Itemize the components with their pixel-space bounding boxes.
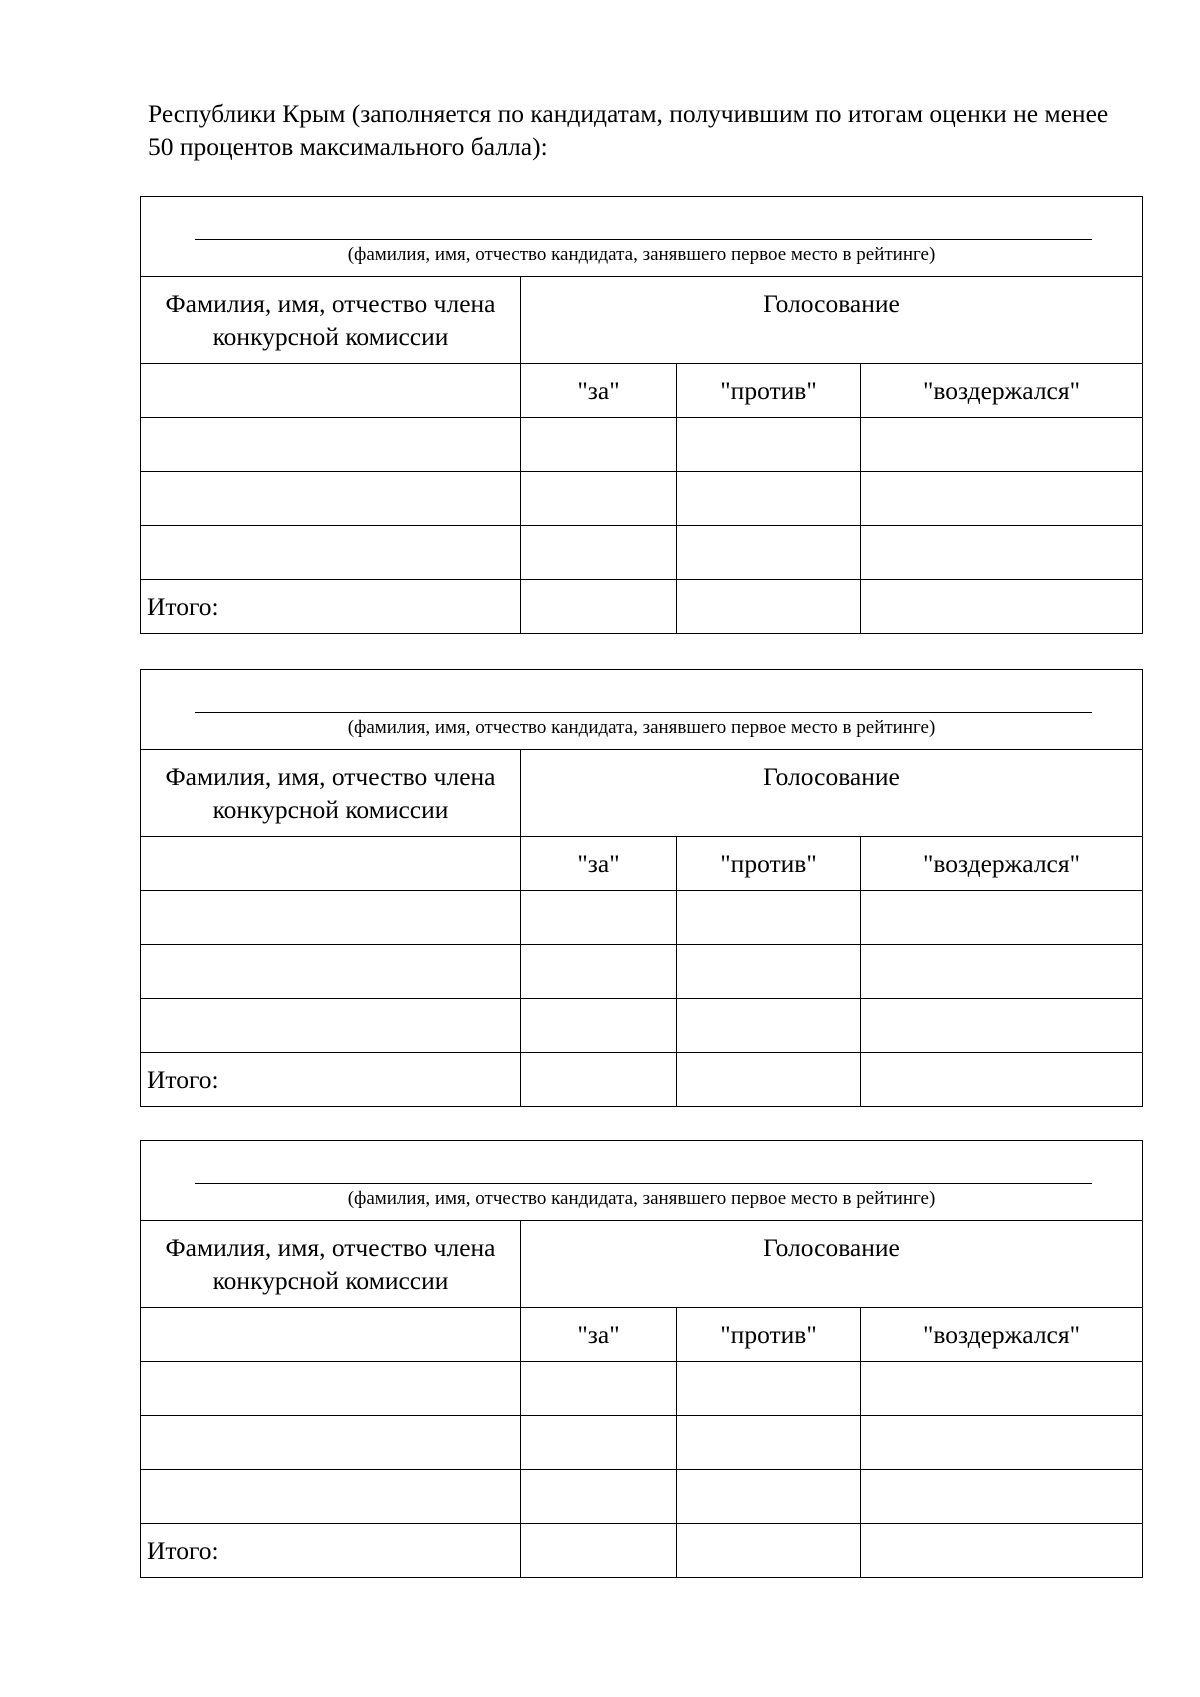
vote-for-cell[interactable] — [521, 418, 677, 472]
total-abstain-cell[interactable] — [861, 1524, 1143, 1578]
member-name-cell[interactable] — [141, 1416, 521, 1470]
vote-abstain-cell[interactable] — [861, 526, 1143, 580]
total-for-cell[interactable] — [521, 1524, 677, 1578]
member-column-header: Фамилия, имя, отчество члена конкурсной комиссии — [141, 277, 521, 364]
voting-column-header: Голосование — [521, 750, 1143, 837]
total-label: Итого: — [141, 1053, 521, 1107]
vote-abstain-cell[interactable] — [861, 1470, 1143, 1524]
vote-for-cell[interactable] — [521, 1416, 677, 1470]
table-row — [141, 945, 1143, 999]
intro-paragraph: Республики Крым (заполняется по кандидатам, получившим по итогам оценки не менее 50 процентов максимального балла): — [148, 99, 1109, 161]
vote-abstain-cell[interactable] — [861, 999, 1143, 1053]
candidate-name-line — [195, 239, 1092, 240]
vote-against-header: "против" — [677, 364, 861, 418]
vote-abstain-cell[interactable] — [861, 1362, 1143, 1416]
member-name-cell[interactable] — [141, 364, 521, 418]
vote-abstain-cell[interactable] — [861, 945, 1143, 999]
vote-abstain-header: "воздержался" — [861, 364, 1143, 418]
total-abstain-cell[interactable] — [861, 1053, 1143, 1107]
voting-table-2 — [140, 669, 1143, 1107]
member-name-cell[interactable] — [141, 1470, 521, 1524]
vote-against-cell[interactable] — [677, 1416, 861, 1470]
vote-for-cell[interactable] — [521, 1362, 677, 1416]
vote-against-cell[interactable] — [677, 945, 861, 999]
member-name-cell[interactable] — [141, 418, 521, 472]
member-name-cell[interactable] — [141, 1362, 521, 1416]
total-row — [141, 580, 1143, 634]
total-label: Итого: — [141, 1524, 521, 1578]
member-name-cell[interactable] — [141, 472, 521, 526]
vote-for-cell[interactable] — [521, 1470, 677, 1524]
vote-against-cell[interactable] — [677, 1470, 861, 1524]
vote-for-header: "за" — [521, 1308, 677, 1362]
total-against-cell[interactable] — [677, 1524, 861, 1578]
vote-for-header: "за" — [521, 364, 677, 418]
vote-against-cell[interactable] — [677, 472, 861, 526]
candidate-caption: (фамилия, имя, отчество кандидата, занявшего первое место в рейтинге) — [347, 244, 936, 265]
total-abstain-cell[interactable] — [861, 580, 1143, 634]
vote-abstain-header: "воздержался" — [861, 837, 1143, 891]
candidate-name-cell[interactable] — [141, 1141, 1143, 1221]
vote-against-cell[interactable] — [677, 891, 861, 945]
table-row — [141, 999, 1143, 1053]
table-row — [141, 472, 1143, 526]
member-column-header: Фамилия, имя, отчество члена конкурсной комиссии — [141, 1221, 521, 1308]
vote-for-cell[interactable] — [521, 526, 677, 580]
table-row — [141, 526, 1143, 580]
table-row — [141, 891, 1143, 945]
member-name-cell[interactable] — [141, 945, 521, 999]
voting-column-header: Голосование — [521, 1221, 1143, 1308]
member-name-cell[interactable] — [141, 1308, 521, 1362]
member-name-cell[interactable] — [141, 837, 521, 891]
vote-abstain-cell[interactable] — [861, 418, 1143, 472]
total-row — [141, 1053, 1143, 1107]
total-label: Итого: — [141, 580, 521, 634]
vote-abstain-cell[interactable] — [861, 472, 1143, 526]
candidate-caption: (фамилия, имя, отчество кандидата, занявшего первое место в рейтинге) — [347, 1188, 936, 1209]
total-for-cell[interactable] — [521, 580, 677, 634]
candidate-name-line — [195, 712, 1092, 713]
vote-abstain-cell[interactable] — [861, 1416, 1143, 1470]
candidate-name-line — [195, 1183, 1092, 1184]
vote-for-cell[interactable] — [521, 891, 677, 945]
vote-against-header: "против" — [677, 1308, 861, 1362]
voting-table-3 — [140, 1140, 1143, 1578]
table-row — [141, 418, 1143, 472]
vote-for-cell[interactable] — [521, 999, 677, 1053]
candidate-name-cell[interactable] — [141, 197, 1143, 277]
vote-for-cell[interactable] — [521, 472, 677, 526]
total-against-cell[interactable] — [677, 1053, 861, 1107]
member-column-header: Фамилия, имя, отчество члена конкурсной комиссии — [141, 750, 521, 837]
table-row — [141, 1470, 1143, 1524]
member-name-cell[interactable] — [141, 999, 521, 1053]
vote-against-cell[interactable] — [677, 1362, 861, 1416]
table-row — [141, 1362, 1143, 1416]
vote-against-cell[interactable] — [677, 418, 861, 472]
vote-for-cell[interactable] — [521, 945, 677, 999]
vote-for-header: "за" — [521, 837, 677, 891]
vote-against-cell[interactable] — [677, 526, 861, 580]
vote-abstain-header: "воздержался" — [861, 1308, 1143, 1362]
candidate-caption: (фамилия, имя, отчество кандидата, занявшего первое место в рейтинге) — [347, 717, 936, 738]
voting-column-header: Голосование — [521, 277, 1143, 364]
vote-against-header: "против" — [677, 837, 861, 891]
total-against-cell[interactable] — [677, 580, 861, 634]
total-row — [141, 1524, 1143, 1578]
voting-table-1 — [140, 196, 1143, 634]
candidate-name-cell[interactable] — [141, 670, 1143, 750]
member-name-cell[interactable] — [141, 526, 521, 580]
table-row — [141, 1416, 1143, 1470]
vote-abstain-cell[interactable] — [861, 891, 1143, 945]
total-for-cell[interactable] — [521, 1053, 677, 1107]
member-name-cell[interactable] — [141, 891, 521, 945]
vote-against-cell[interactable] — [677, 999, 861, 1053]
